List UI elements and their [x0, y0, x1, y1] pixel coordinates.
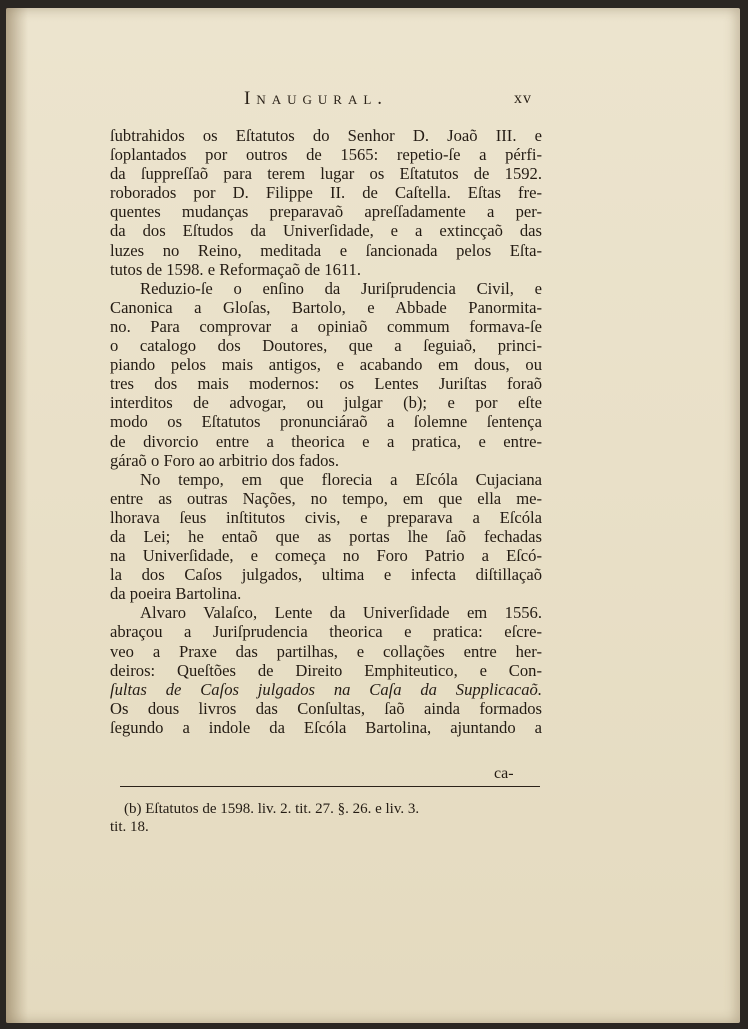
text-line: tutos de 1598. e Reformaçaõ de 1611.: [110, 259, 361, 279]
paragraph-start-line: Reduzio-ſe o enſino da Juriſprudencia Civil, e: [140, 278, 542, 298]
text-line: no. Para comprovar a opiniaõ commum formava-ſe: [110, 316, 542, 336]
text-line: abraçou a Juriſprudencia theorica e pratica: eſcre-: [110, 622, 542, 642]
text-line: piando pelos mais antigos, e acabando em dous, ou: [110, 355, 542, 375]
footnote-line: tit. 18.: [110, 819, 149, 835]
text-line: la dos Caſos julgados, ultima e infecta diſtillaçaõ: [110, 565, 542, 585]
text-line: quentes mudanças preparavaõ apreſſadamente a per-: [110, 202, 542, 222]
page-number: xv: [514, 90, 532, 107]
text-line: gáraõ o Foro ao arbitrio dos fados.: [110, 450, 340, 470]
text-line: Canonica a Gloſas, Bartolo, e Abbade Panormita-: [110, 297, 542, 317]
text-line: luzes no Reino, meditada e ſancionada pelos Eſta-: [110, 240, 542, 260]
text-line: da Lei; he entaõ que as portas lhe ſaõ fechadas: [110, 526, 542, 546]
paragraph-start-line: Alvaro Valaſco, Lente da Univerſidade em 1556.: [140, 603, 542, 623]
text-line: ſegundo a indole da Eſcóla Bartolina, ajuntando a: [110, 717, 542, 737]
page-header: [6, 88, 740, 118]
book-page: [6, 8, 740, 1023]
page-spine-shadow: [6, 8, 28, 1023]
text-line: interditos de advogar, ou julgar (b); e por eſte: [110, 393, 542, 413]
paragraph-start-line: No tempo, em que florecia a Eſcóla Cujaciana: [140, 469, 542, 489]
text-line: tres dos mais modernos: os Lentes Juriſtas foraõ: [110, 374, 542, 394]
text-line: na Univerſidade, e começa no Foro Patrio a Eſcó-: [110, 546, 542, 566]
running-title: Inaugural.: [244, 88, 389, 109]
main-text-block: [110, 126, 542, 737]
footnote: [110, 800, 544, 836]
text-line: entre as outras Nações, no tempo, em que ella me-: [110, 488, 542, 508]
text-line: ſoplantados por outros de 1565: repetio-ſe a pérfi-: [110, 145, 542, 165]
text-line: ſubtrahidos os Eſtatutos do Senhor D. Joaõ III. e: [110, 126, 542, 145]
text-line: Os dous livros das Conſultas, ſaõ ainda formados: [110, 698, 542, 718]
text-line: de divorcio entre a theorica e a pratica, e entre-: [110, 431, 542, 451]
text-line: lhorava ſeus inſtitutos civis, e preparava a Eſcóla: [110, 507, 542, 527]
text-line: roborados por D. Filippe II. de Caſtella. Eſtas fre-: [110, 183, 542, 203]
text-line-italic-mix: deiros: Queſtões de Direito Emphiteutico, e Con-: [110, 660, 542, 680]
text-line: o catalogo dos Doutores, que a ſeguiaõ, princi-: [110, 336, 542, 356]
catchword: ca-: [494, 765, 514, 782]
text-line-italic-mix: veo a Praxe das partilhas, e collações entre her-: [110, 641, 542, 661]
footnote-rule: [120, 786, 540, 787]
footnote-line: (b) Eſtatutos de 1598. liv. 2. tit. 27. §. 26. e liv. 3.: [124, 801, 420, 817]
text-line: da poeira Bartolina.: [110, 584, 242, 604]
text-line-italic: ſultas de Caſos julgados na Caſa da Supplicacaõ.: [110, 679, 542, 699]
text-line: da ſuppreſſaõ para terem lugar os Eſtatutos de 1592.: [110, 164, 542, 184]
text-line: da dos Eſtudos da Univerſidade, e a extincçaõ das: [110, 221, 542, 241]
text-line: modo os Eſtatutos pronunciáraõ a ſolemne ſentença: [110, 412, 542, 432]
